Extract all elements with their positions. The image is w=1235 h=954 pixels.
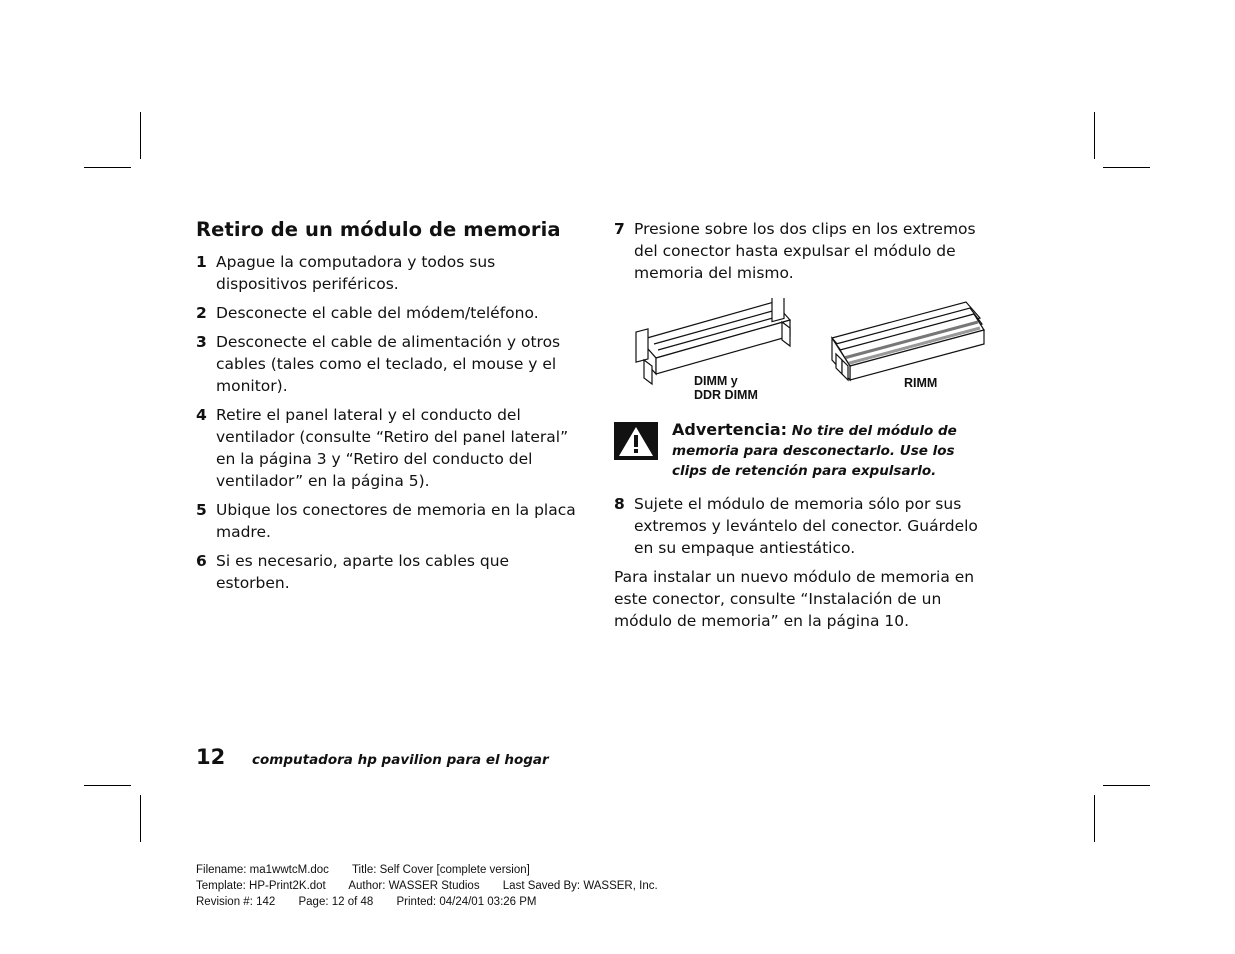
crop-mark xyxy=(140,795,141,842)
document-metadata xyxy=(196,862,678,910)
meta-page: Page: 12 of 48 xyxy=(298,896,374,908)
step-text: Retire el panel lateral y el conducto del ventilador (consulte “Retiro del panel lateral” en la página 3 y “Retiro del conducto del ventilador” en la página 5). xyxy=(216,406,569,490)
dimm-label-line1: DIMM y xyxy=(694,374,738,388)
step-8 xyxy=(614,493,994,559)
step-text: Apague la computadora y todos sus dispositivos periféricos. xyxy=(216,253,496,293)
step-text: Ubique los conectores de memoria en la placa madre. xyxy=(216,501,576,541)
step-1 xyxy=(196,251,576,295)
right-column xyxy=(614,218,994,632)
step-5 xyxy=(196,499,576,543)
warning-icon xyxy=(614,420,664,481)
meta-row xyxy=(196,862,678,878)
step-number: 6 xyxy=(196,552,207,570)
step-3 xyxy=(196,331,576,397)
meta-filename: Filename: ma1wwtcM.doc xyxy=(196,864,329,876)
memory-module-figure xyxy=(614,298,994,408)
left-column xyxy=(196,218,576,601)
meta-row xyxy=(196,878,678,894)
crop-mark xyxy=(84,785,131,786)
closing-paragraph: Para instalar un nuevo módulo de memoria en este conector, consulte “Instalación de un módulo de memoria” en la página 10. xyxy=(614,568,975,630)
meta-revision: Revision #: 142 xyxy=(196,896,276,908)
rimm-label: RIMM xyxy=(904,376,938,390)
crop-mark xyxy=(1103,785,1150,786)
meta-title: Title: Self Cover [complete version] xyxy=(351,864,530,876)
dimm-label xyxy=(694,374,758,402)
step-text: Presione sobre los dos clips en los extremos del conector hasta expulsar el módulo de memoria del mismo. xyxy=(634,220,976,282)
footer-title: computadora hp pavilion para el hogar xyxy=(252,752,549,768)
warning-text-block xyxy=(664,420,994,481)
step-6 xyxy=(196,550,576,594)
step-text: Desconecte el cable del módem/teléfono. xyxy=(216,304,539,322)
step-number: 7 xyxy=(614,220,625,238)
page-footer xyxy=(196,745,549,769)
meta-printed: Printed: 04/24/01 03:26 PM xyxy=(396,896,537,908)
step-text: Si es necesario, aparte los cables que estorben. xyxy=(216,552,510,592)
step-4 xyxy=(196,404,576,492)
step-text: Desconecte el cable de alimentación y otros cables (tales como el teclado, el mouse y el monitor). xyxy=(216,333,561,395)
step-2 xyxy=(196,302,576,324)
step-number: 1 xyxy=(196,253,207,271)
step-number: 4 xyxy=(196,406,207,424)
step-text: Sujete el módulo de memoria sólo por sus extremos y levántelo del conector. Guárdelo en su empaque antiestático. xyxy=(634,495,978,557)
crop-mark xyxy=(1094,795,1095,842)
page-number: 12 xyxy=(196,745,226,769)
step-number: 8 xyxy=(614,495,625,513)
meta-author: Author: WASSER Studios xyxy=(348,880,480,892)
memory-module-illustration xyxy=(614,298,994,408)
step-number: 3 xyxy=(196,333,207,351)
rimm-module-drawing xyxy=(832,302,984,380)
warning-title: Advertencia: xyxy=(672,420,788,439)
crop-mark xyxy=(140,112,141,159)
meta-template: Template: HP-Print2K.dot xyxy=(196,880,326,892)
dimm-label-line2: DDR DIMM xyxy=(694,388,758,402)
section-heading: Retiro de un módulo de memoria xyxy=(196,218,561,241)
step-7 xyxy=(614,218,994,284)
warning-body: No tire del módulo de memoria para desconectarlo. Use los clips de retención para expulsarlo. xyxy=(672,423,957,479)
meta-last-saved: Last Saved By: WASSER, Inc. xyxy=(502,880,658,892)
crop-mark xyxy=(1103,167,1150,168)
step-number: 2 xyxy=(196,304,207,322)
dimm-module-drawing xyxy=(636,298,790,384)
meta-row xyxy=(196,894,678,910)
crop-mark xyxy=(1094,112,1095,159)
crop-mark xyxy=(84,167,131,168)
warning-callout xyxy=(614,420,994,481)
step-number: 5 xyxy=(196,501,207,519)
